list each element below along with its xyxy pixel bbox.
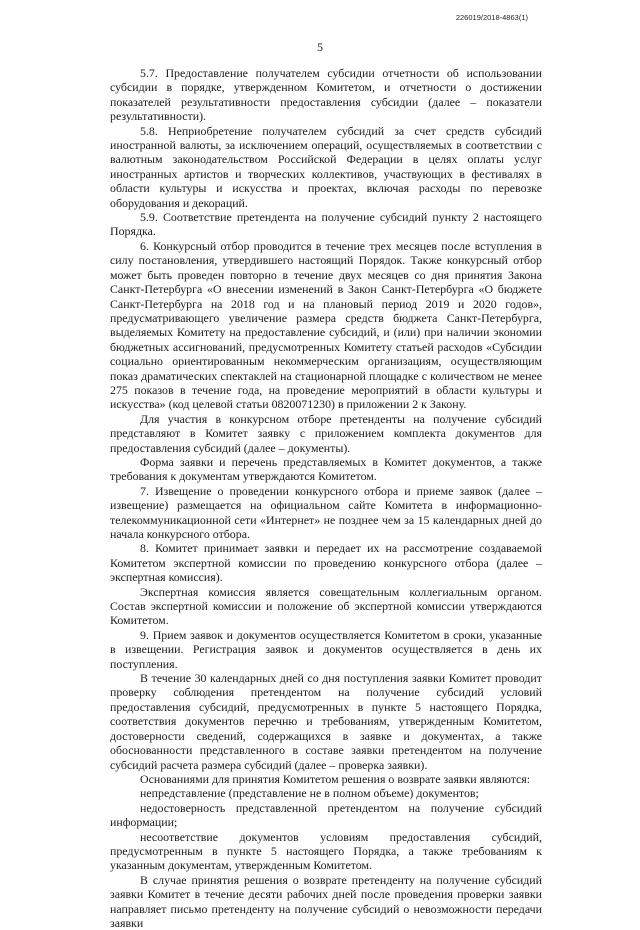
paragraph-5-8: 5.8. Неприобретение получателем субсидий за счет средств субсидий иностранной валюты, за исключением операций, осуществляемых в соответствии с валютным законодательством Российской Федерации в целях оплаты услуг иностранных артистов и творческих коллективов, участвующих в фестивалях в области культуры и искусства и проектах, включая расходы по перевозке оборудования и декораций. bbox=[110, 123, 542, 210]
paragraph-return: В случае принятия решения о возврате претенденту на получение субсидий заявки Комитет в течение десяти рабочих дней после проведения проверки заявки направляет письмо претенденту на получение субсидий о невозможности передачи заявки bbox=[110, 872, 542, 930]
list-item-inaccuracy: недостоверность представленной претендентом на получение субсидий информации; bbox=[110, 800, 542, 830]
document-id: 226019/2018-4863(1) bbox=[455, 13, 528, 22]
list-item-nonconformity: несоответствие документов условиям предоставления субсидий, предусмотренным в пункте 5 настоящего Порядка, а также требованиям к указанным документам, утвержденным Комитетом. bbox=[110, 829, 542, 873]
paragraph-7: 7. Извещение о проведении конкурсного отбора и приеме заявок (далее – извещение) размещается на официальном сайте Комитета в информационно-телекоммуникационной сети «Интернет» не позднее чем за 15 календарных дней до начала конкурсного отбора. bbox=[110, 483, 542, 541]
page-number: 5 bbox=[317, 40, 323, 54]
paragraph-form: Форма заявки и перечень представляемых в Комитет документов, а также требования к документам утверждаются Комитетом. bbox=[110, 454, 542, 484]
paragraph-8: 8. Комитет принимает заявки и передает их на рассмотрение создаваемой Комитетом экспертной комиссии по проведению конкурсного отбора (далее – экспертная комиссия). bbox=[110, 541, 542, 585]
paragraph-review: В течение 30 календарных дней со дня поступления заявки Комитет проводит проверку соблюдения претендентом на получение субсидий условий предоставления субсидий, предусмотренных в пункте 5 настоящего Порядка, соответствия документов перечню и требованиям, утвержденным Комитетом, достоверности сведений, содержащихся в заявке и документах, а также обоснованности представленного в составе заявки претендентом на получение субсидий расчета размера субсидий (далее – проверка заявки). bbox=[110, 671, 542, 772]
paragraph-grounds: Основаниями для принятия Комитетом решения о возврате заявки являются: bbox=[140, 771, 531, 786]
list-item-nonsubmission: непредставление (представление не в полном объеме) документов; bbox=[140, 786, 479, 801]
document-body bbox=[110, 66, 542, 930]
paragraph-5-7: 5.7. Предоставление получателем субсидии отчетности об использовании субсидии в порядке, утвержденном Комитетом, и отчетности о достижении показателей результативности предоставления субсидии (далее – показатели результативности). bbox=[110, 66, 542, 124]
paragraph-5-9: 5.9. Соответствие претендента на получение субсидий пункту 2 настоящего Порядка. bbox=[110, 210, 542, 239]
paragraph-9: 9. Прием заявок и документов осуществляется Комитетом в сроки, указанные в извещении. Регистрация заявок и документов осуществляется в день их поступления. bbox=[110, 627, 542, 671]
paragraph-participation: Для участия в конкурсном отборе претенденты на получение субсидий представляют в Комитет заявку с приложением комплекта документов для предоставления субсидий (далее – документы). bbox=[110, 411, 542, 455]
paragraph-commission: Экспертная комиссия является совещательным коллегиальным органом. Состав экспертной комиссии и положение об экспертной комиссии утверждаются Комитетом. bbox=[110, 584, 542, 628]
paragraph-6: 6. Конкурсный отбор проводится в течение трех месяцев после вступления в силу постановления, утвердившего настоящий Порядок. Также конкурсный отбор может быть проведен повторно в течение двух месяцев со дня принятия Закона Санкт-Петербурга «О внесении изменений в Закон Санкт-Петербурга «О бюджете Санкт-Петербурга на 2018 год и на плановый период 2019 и 2020 годов», предусматривающего увеличение размера средств бюджета Санкт-Петербурга, выделяемых Комитету на предоставление субсидий, и (или) при наличии экономии бюджетных ассигнований, предусмотренных Комитету статьей расходов «Субсидии социально ориентированным некоммерческим организациям, осуществляющим показ драматических спектаклей на стационарной площадке с количеством не менее 275 показов в течение года, на проведение мероприятий в области культуры и искусства» (код целевой статьи 0820071230) в приложении 2 к Закону. bbox=[110, 238, 542, 412]
